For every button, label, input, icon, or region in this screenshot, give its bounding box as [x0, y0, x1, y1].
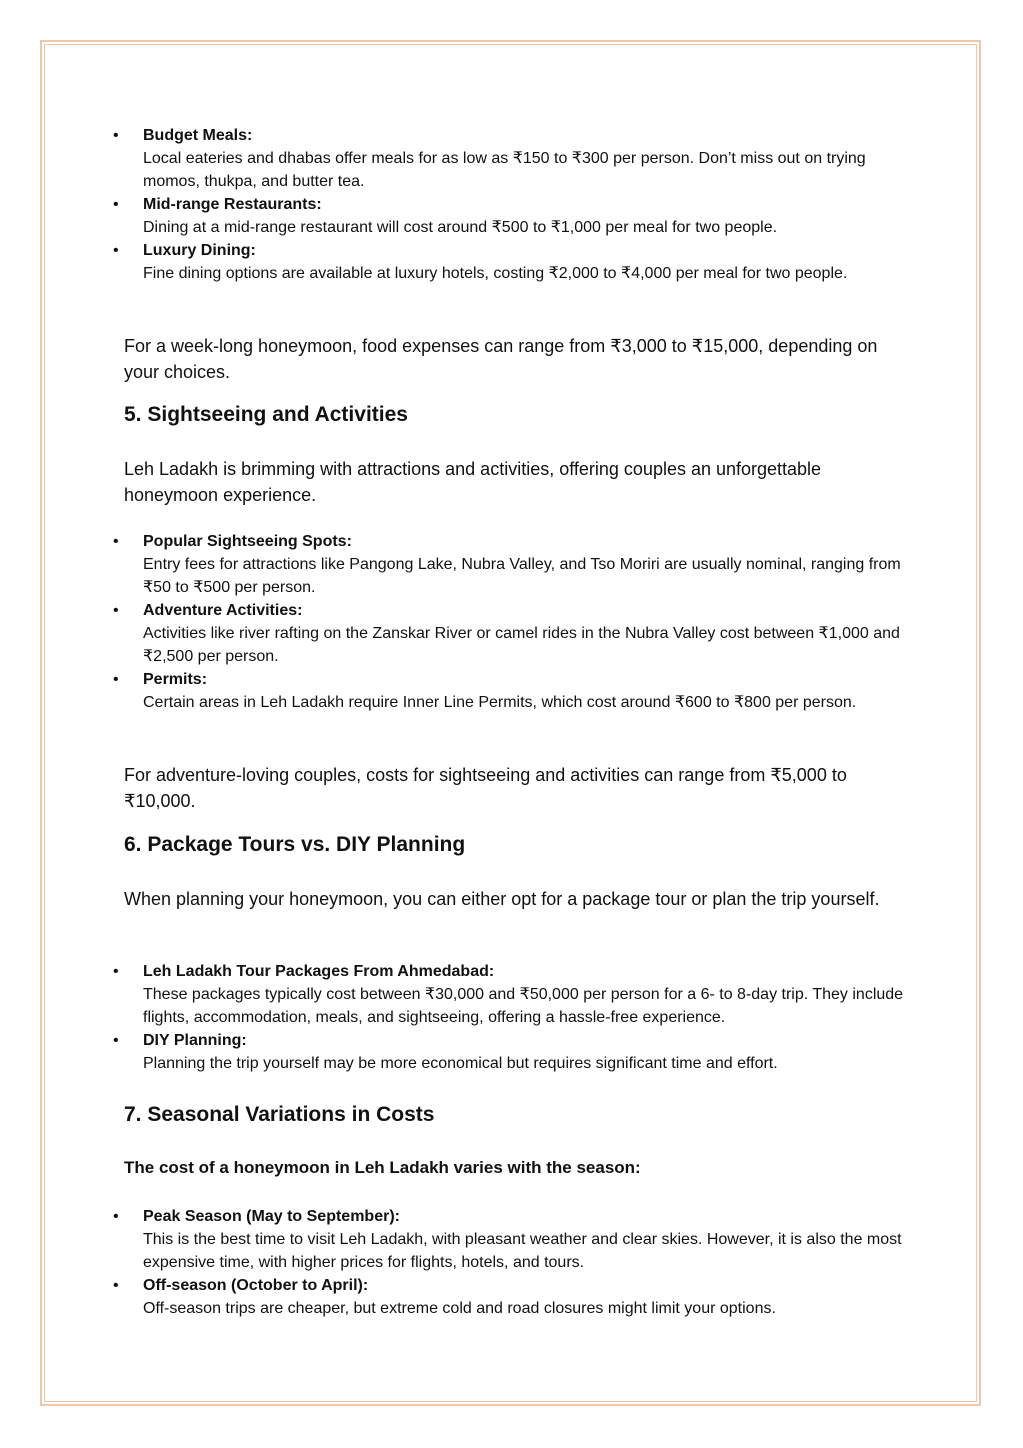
bullet-icon: •	[113, 242, 119, 259]
food-summary: For a week-long honeymoon, food expenses can range from ₹3,000 to ₹15,000, depending on your choices.	[124, 336, 878, 382]
list-item	[0, 668, 1023, 714]
seasonal-cost-list	[0, 1205, 1023, 1320]
list-item	[0, 1274, 1023, 1320]
section-intro: Leh Ladakh is brimming with attractions and activities, offering couples an unforgettable honeymoon experience.	[124, 459, 822, 505]
list-item-description: Planning the trip yourself may be more economical but requires significant time and effort.	[143, 1055, 778, 1072]
bullet-icon: •	[113, 533, 119, 550]
sightseeing-cost-list	[0, 530, 1023, 714]
list-item-title: Off-season (October to April):	[143, 1277, 369, 1294]
list-item-description: Local eateries and dhabas offer meals for as low as ₹150 to ₹300 per person. Don’t miss out on trying momos, thukpa, and butter tea.	[143, 150, 866, 190]
list-item-description: Fine dining options are available at luxury hotels, costing ₹2,000 to ₹4,000 per meal for two people.	[143, 265, 848, 282]
bullet-icon: •	[113, 671, 119, 688]
section-heading-package-tours: 6. Package Tours vs. DIY Planning	[124, 833, 466, 856]
section-heading-sightseeing: 5. Sightseeing and Activities	[124, 403, 408, 426]
list-item-description: These packages typically cost between ₹30,000 and ₹50,000 per person for a 6- to 8-day trip. They include flights, accommodation, meals, and sightseeing, offering a hassle-free experience.	[143, 986, 904, 1026]
section-intro: The cost of a honeymoon in Leh Ladakh varies with the season:	[124, 1158, 641, 1177]
bullet-icon: •	[113, 1032, 119, 1049]
bullet-icon: •	[113, 963, 119, 980]
list-item-title: Permits:	[143, 671, 208, 688]
package-vs-diy-list	[0, 960, 1023, 1075]
list-item-title: Popular Sightseeing Spots:	[143, 533, 352, 550]
list-item	[0, 1029, 1023, 1075]
list-item-description: Entry fees for attractions like Pangong Lake, Nubra Valley, and Tso Moriri are usually nominal, ranging from ₹50 to ₹500 per person.	[143, 556, 901, 596]
list-item-description: Dining at a mid-range restaurant will cost around ₹500 to ₹1,000 per meal for two people.	[143, 219, 778, 236]
bullet-icon: •	[113, 127, 119, 144]
bullet-icon: •	[113, 1277, 119, 1294]
list-item-description: This is the best time to visit Leh Ladakh, with pleasant weather and clear skies. However, it is also the most expensive time, with higher prices for flights, hotels, and tours.	[143, 1231, 902, 1271]
list-item	[0, 124, 1023, 193]
bullet-icon: •	[113, 1208, 119, 1225]
list-item	[0, 1205, 1023, 1274]
list-item-title: Budget Meals:	[143, 127, 253, 144]
list-item	[0, 530, 1023, 599]
bullet-icon: •	[113, 196, 119, 213]
list-item	[0, 960, 1023, 1029]
food-cost-list	[0, 124, 1023, 285]
list-item-title: Adventure Activities:	[143, 602, 303, 619]
list-item-title: Mid-range Restaurants:	[143, 196, 322, 213]
list-item-description: Off-season trips are cheaper, but extreme cold and road closures might limit your options.	[143, 1300, 776, 1317]
list-item-description: Activities like river rafting on the Zanskar River or camel rides in the Nubra Valley cost between ₹1,000 and ₹2,500 per person.	[143, 625, 900, 665]
list-item-title: Luxury Dining:	[143, 242, 256, 259]
list-item	[0, 193, 1023, 239]
list-item	[0, 599, 1023, 668]
list-item	[0, 239, 1023, 285]
list-item-title: DIY Planning:	[143, 1032, 247, 1049]
section-heading-seasonal: 7. Seasonal Variations in Costs	[124, 1103, 435, 1126]
list-item-title: Leh Ladakh Tour Packages From Ahmedabad:	[143, 963, 495, 980]
list-item-title: Peak Season (May to September):	[143, 1208, 400, 1225]
section-intro: When planning your honeymoon, you can either opt for a package tour or plan the trip yourself.	[124, 889, 880, 909]
sightseeing-summary: For adventure-loving couples, costs for sightseeing and activities can range from ₹5,000 to ₹10,000.	[124, 765, 847, 811]
list-item-description: Certain areas in Leh Ladakh require Inner Line Permits, which cost around ₹600 to ₹800 per person.	[143, 694, 857, 711]
bullet-icon: •	[113, 602, 119, 619]
